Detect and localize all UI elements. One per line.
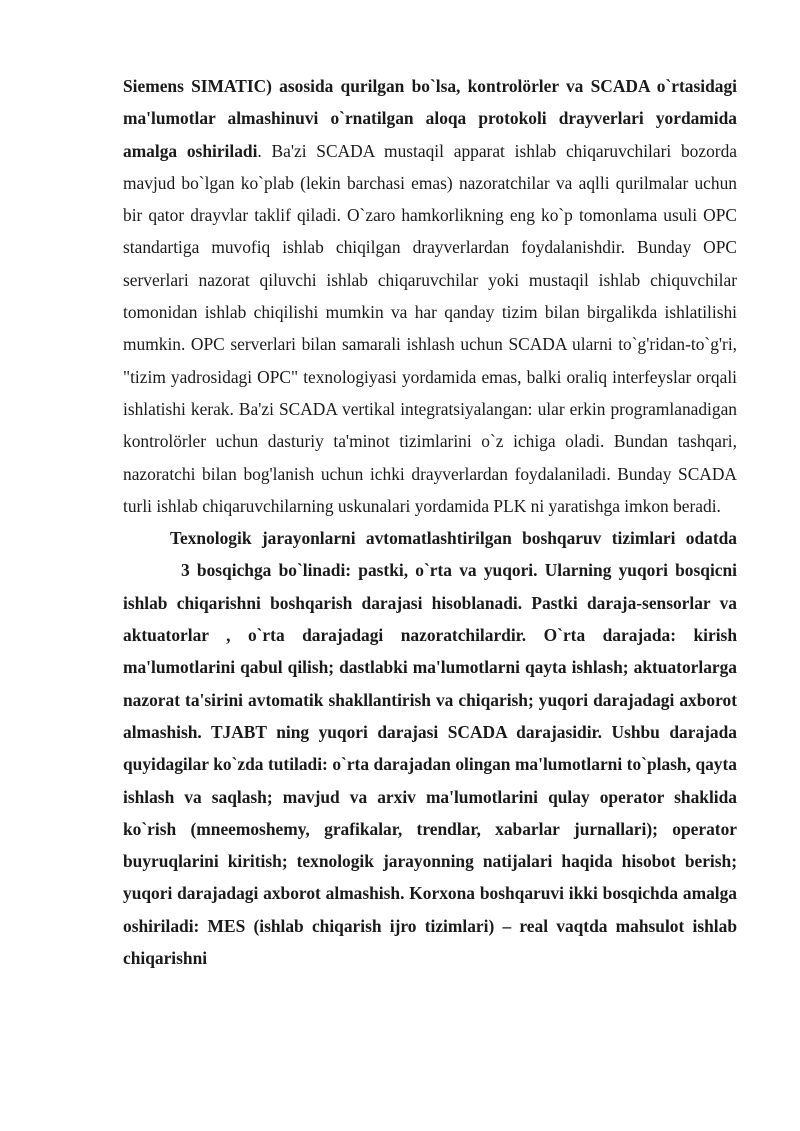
paragraph-body: . Ba'zi SCADA mustaqil apparat ishlab chiqaruvchilari bozorda mavjud bo`lgan ko`plab (lekin barchasi emas) nazoratchilar va aqlli qurilmalar uchun bir qator drayvlar taklif qiladi. O`zaro hamkorlikning eng ko`p tomonlama usuli OPC standartiga muvofiq ishlab chiqilgan drayverlardan foydalanishdir. Bunday OPC serverlari nazorat qiluvchi ishlab chiqaruvchilar yoki mustaqil ishlab chiquvchilar tomonidan ishlab chiqilishi mumkin va har qanday tizim bilan birgalikda ishlatilishi mumkin. OPC serverlari bilan samarali ishlash uchun SCADA ularni to`g'ridan-to`g'ri, "tizim yadrosidagi OPC" texnologiyasi yordamida emas, balki oraliq interfeyslar orqali ishlatishi kerak. Ba'zi SCADA vertikal integratsiyalangan: ular erkin programlanadigan kontrolörler uchun dasturiy ta'minot tizimlarini o`z ichiga oladi. Bundan tashqari, nazoratchi bilan bog'lanish uchun ichki drayverlardan foydalaniladi. Bunday SCADA turli ishlab chiqaruvchilarning uskunalari yordamida PLK ni yaratishga imkon beradi. — [123, 140, 737, 516]
paragraph-control-levels — [123, 522, 737, 974]
paragraph-body: 3 bosqichga bo`linadi: pastki, o`rta va yuqori. Ularning yuqori bosqicni ishlab chiqarishni boshqarish darajasi hisoblanadi. Pastki daraja-sensorlar va aktuatorlar , o`rta darajadagi nazoratchilardir. O`rta darajada: kirish ma'lumotlarini qabul qilish; dastlabki ma'lumotlarni qayta ishlash; aktuatorlarga nazorat ta'sirini avtomatik shakllantirish va chiqarish; yuqori darajadagi axborot almashish. TJABT ning yuqori darajasi SCADA darajasidir. Ushbu darajada quyidagilar ko`zda tutiladi: o`rta darajadan olingan ma'lumotlarni to`plash, qayta ishlash va saqlash; mavjud va arxiv ma'lumotlarini qulay operator shaklida ko`rish (mneemoshemy, grafikalar, trendlar, xabarlar jurnallari); operator buyruqlarini kiritish; texnologik jarayonning natijalari haqida hisobot berish; yuqori darajadagi axborot almashish. Korxona boshqaruvi ikki bosqichda amalga oshiriladi: MES (ishlab chiqarish ijro tizimlari) – real vaqtda mahsulot ishlab chiqarishni — [123, 560, 737, 969]
document-page — [123, 70, 737, 974]
paragraph-scada-drivers — [123, 70, 737, 522]
paragraph-bold-lead: Siemens SIMATIC) asosida qurilgan bo`lsa, kontrolörler va SCADA o`rtasidagi ma'lumotlar almashinuvi o`rnatilgan aloqa protokoli drayverlari yordamida amalga oshiriladi — [123, 76, 737, 161]
paragraph-lead: Texnologik jarayonlarni avtomatlashtirilgan boshqaruv tizimlari odatda — [170, 528, 737, 549]
